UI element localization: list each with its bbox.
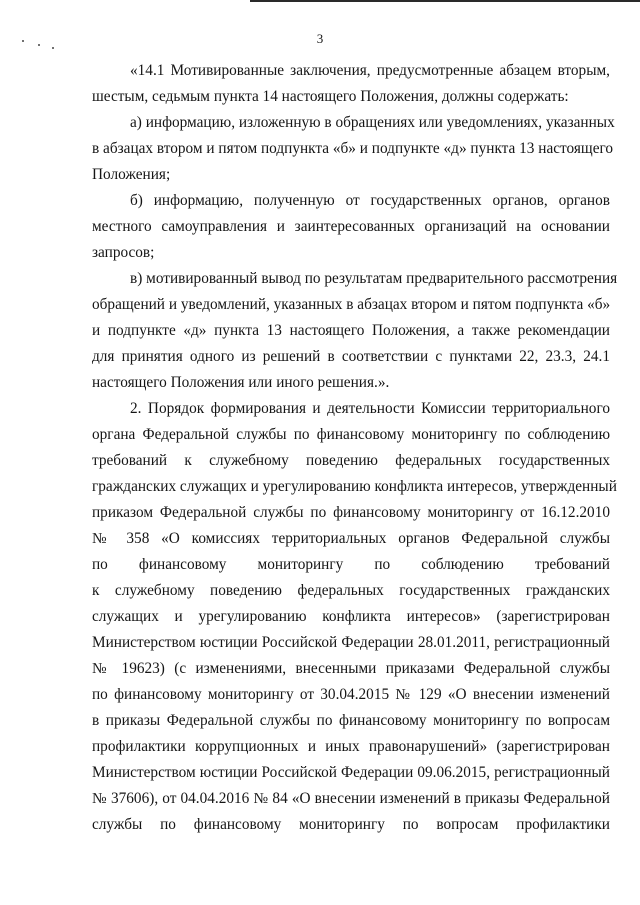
text-line: в) мотивированный вывод по результатам предварительного рассмотрения	[130, 270, 618, 287]
text-line: № 19623) (с изменениями, внесенными приказами Федеральной службы	[92, 660, 610, 677]
paragraph	[92, 110, 615, 188]
text-line: приказом Федеральной службы по финансовому мониторингу от 16.12.2010	[92, 504, 610, 521]
text-line: и подпункте «д» пункта 13 настоящего Положения, а также рекомендации	[92, 322, 610, 339]
text-line: местного самоуправления и заинтересованных организаций на основании	[92, 218, 610, 235]
paragraph	[92, 58, 610, 110]
text-line: для принятия одного из решений в соответствии с пунктами 22, 23.3, 24.1	[92, 348, 610, 365]
scan-edge-line	[250, 0, 640, 2]
text-line: а) информацию, изложенную в обращениях или уведомлениях, указанных	[130, 114, 615, 131]
paragraph	[92, 188, 610, 266]
document-body	[92, 58, 618, 838]
text-line: служащих и урегулированию конфликта интересов» (зарегистрирован	[92, 608, 610, 625]
text-line: обращений и уведомлений, указанных в абзацах втором и пятом подпункта «б»	[92, 296, 611, 313]
text-line: № 37606), от 04.04.2016 № 84 «О внесении изменений в приказы Федеральной	[92, 790, 610, 807]
text-line: требований к служебному поведению федеральных государственных	[92, 452, 610, 469]
text-line: Положения;	[92, 166, 171, 183]
text-line: профилактики коррупционных и иных правонарушений» (зарегистрирован	[92, 738, 610, 755]
text-line: запросов;	[92, 244, 155, 261]
text-line: к служебному поведению федеральных государственных гражданских	[92, 582, 610, 599]
text-line: № 358 «О комиссиях территориальных органов Федеральной службы	[92, 530, 610, 547]
text-line: гражданских служащих и урегулированию конфликта интересов, утвержденный	[92, 478, 617, 495]
text-line: в абзацах втором и пятом подпункта «б» и подпункте «д» пункта 13 настоящего	[92, 140, 614, 157]
text-line: Министерством юстиции Российской Федерации 28.01.2011, регистрационный	[92, 634, 610, 651]
text-line: Министерством юстиции Российской Федерации 09.06.2015, регистрационный	[92, 764, 610, 781]
text-line: органа Федеральной службы по финансовому мониторингу по соблюдению	[92, 426, 610, 443]
text-line: 2. Порядок формирования и деятельности Комиссии территориального	[130, 400, 610, 417]
text-line: б) информацию, полученную от государственных органов, органов	[130, 192, 610, 209]
paragraph	[92, 396, 617, 838]
text-line: настоящего Положения или иного решения.».	[92, 374, 390, 391]
page-number: 3	[316, 31, 324, 46]
text-line: по финансовому мониторингу по соблюдению требований	[92, 556, 610, 573]
text-line: в приказы Федеральной службы по финансовому мониторингу по вопросам	[92, 712, 610, 729]
text-line: службы по финансовому мониторингу по вопросам профилактики	[92, 816, 610, 833]
text-line: шестым, седьмым пункта 14 настоящего Положения, должны содержать:	[92, 88, 569, 105]
text-line: по финансовому мониторингу от 30.04.2015 № 129 «О внесении изменений	[92, 686, 610, 703]
paragraph	[92, 266, 618, 396]
text-line: «14.1 Мотивированные заключения, предусмотренные абзацем вторым,	[130, 62, 610, 79]
